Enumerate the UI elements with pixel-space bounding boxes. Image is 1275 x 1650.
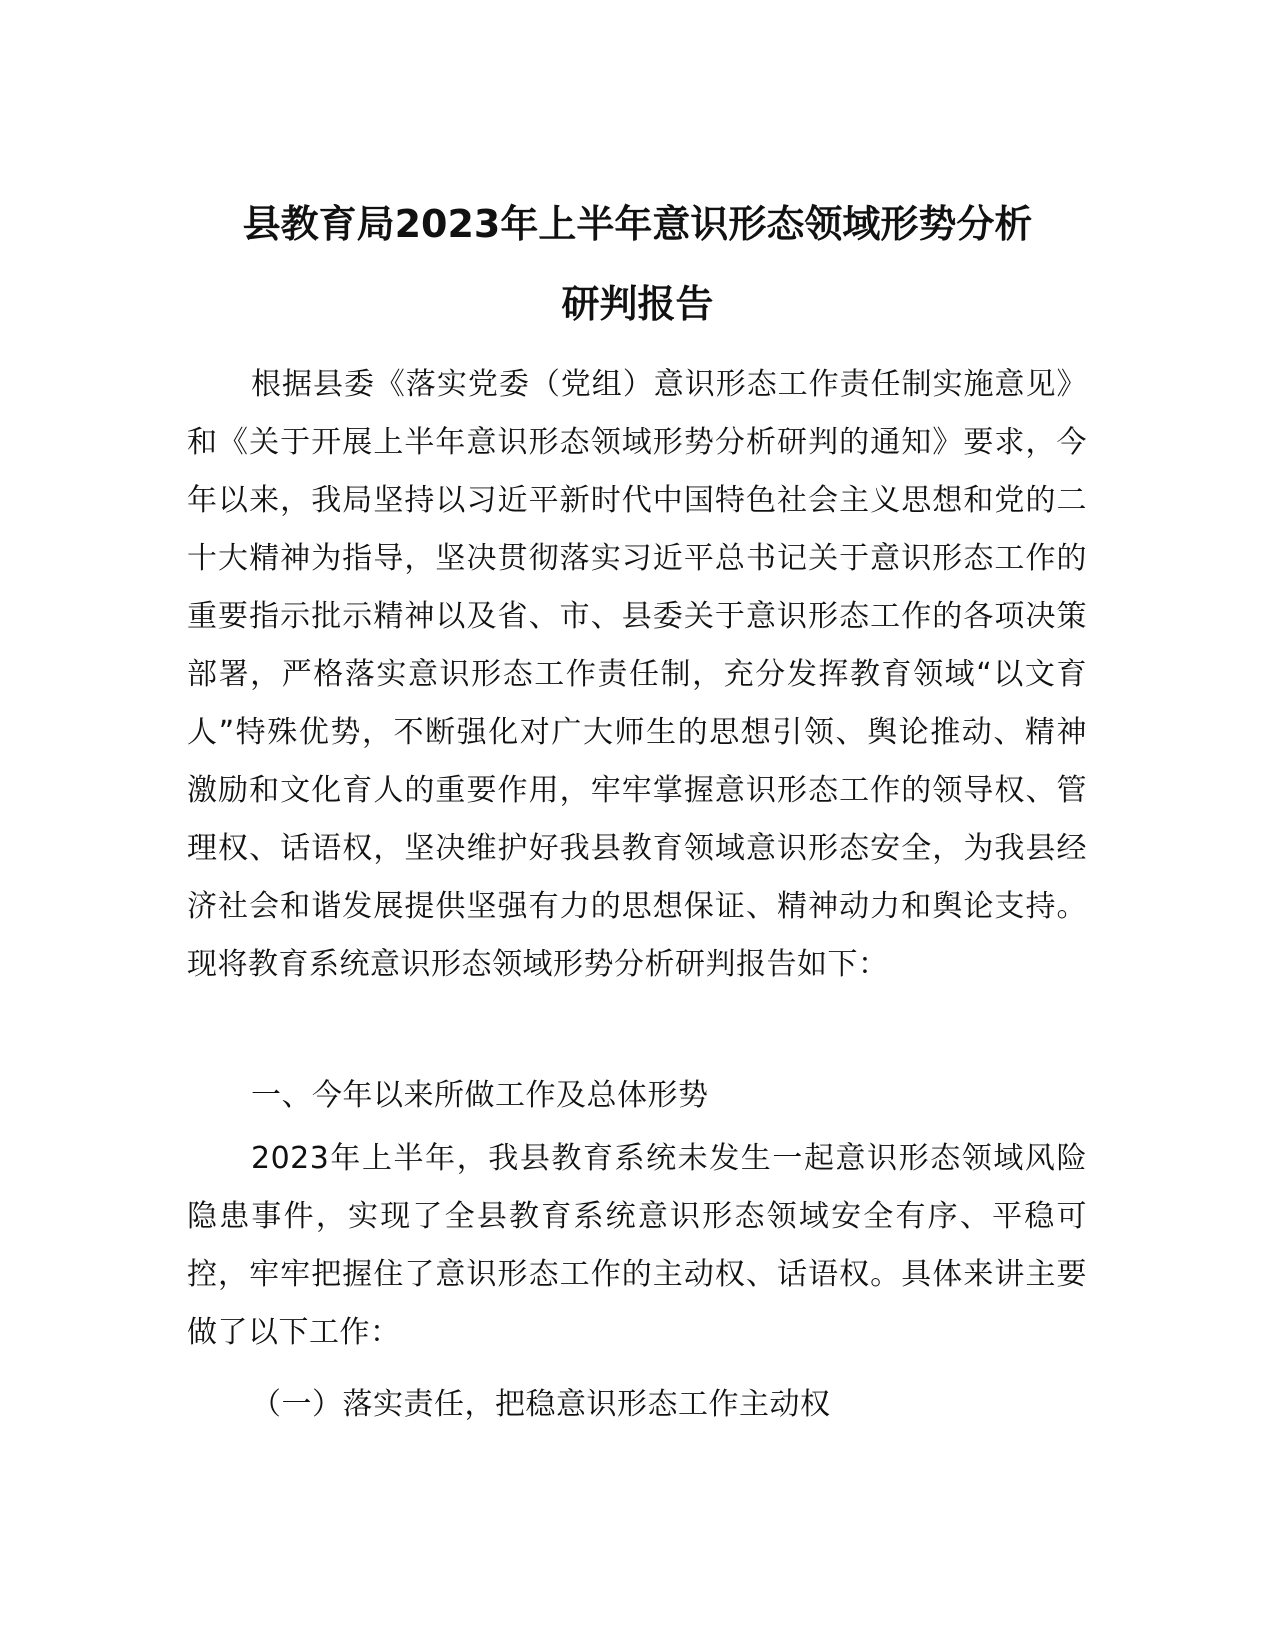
intro-paragraph: 根据县委《落实党委（党组）意识形态工作责任制实施意见》和《关于开展上半年意识形态领域形势分析研判的通知》要求，今年以来，我局坚持以习近平新时代中国特色社会主义思想和党的二十大精神为指导，坚决贯彻落实习近平总书记关于意识形态工作的重要指示批示精神以及省、市、县委关于意识形态工作的各项决策部署，严格落实意识形态工作责任制，充分发挥教育领域“以文育人”特殊优势，不断强化对广大师生的思想引领、舆论推动、精神激励和文化育人的重要作用，牢牢掌握意识形态工作的领导权、管理权、话语权，坚决维护好我县教育领域意识形态安全，为我县经济社会和谐发展提供坚强有力的思想保证、精神动力和舆论支持。现将教育系统意识形态领域形势分析研判报告如下： (187, 367, 1087, 982)
summary-paragraph: 2023年上半年，我县教育系统未发生一起意识形态领域风险隐患事件，实现了全县教育系统意识形态领域安全有序、平稳可控，牢牢把握住了意识形态工作的主动权、话语权。具体来讲主要做了以下工作： (187, 1141, 1087, 1350)
document-title-line1: 县教育局2023年上半年意识形态领域形势分析 (242, 202, 1033, 246)
document-title-line2: 研判报告 (561, 282, 714, 326)
subsection-heading-1: （一）落实责任，把稳意识形态工作主动权 (251, 1387, 831, 1422)
section-heading-1: 一、今年以来所做工作及总体形势 (251, 1078, 709, 1113)
